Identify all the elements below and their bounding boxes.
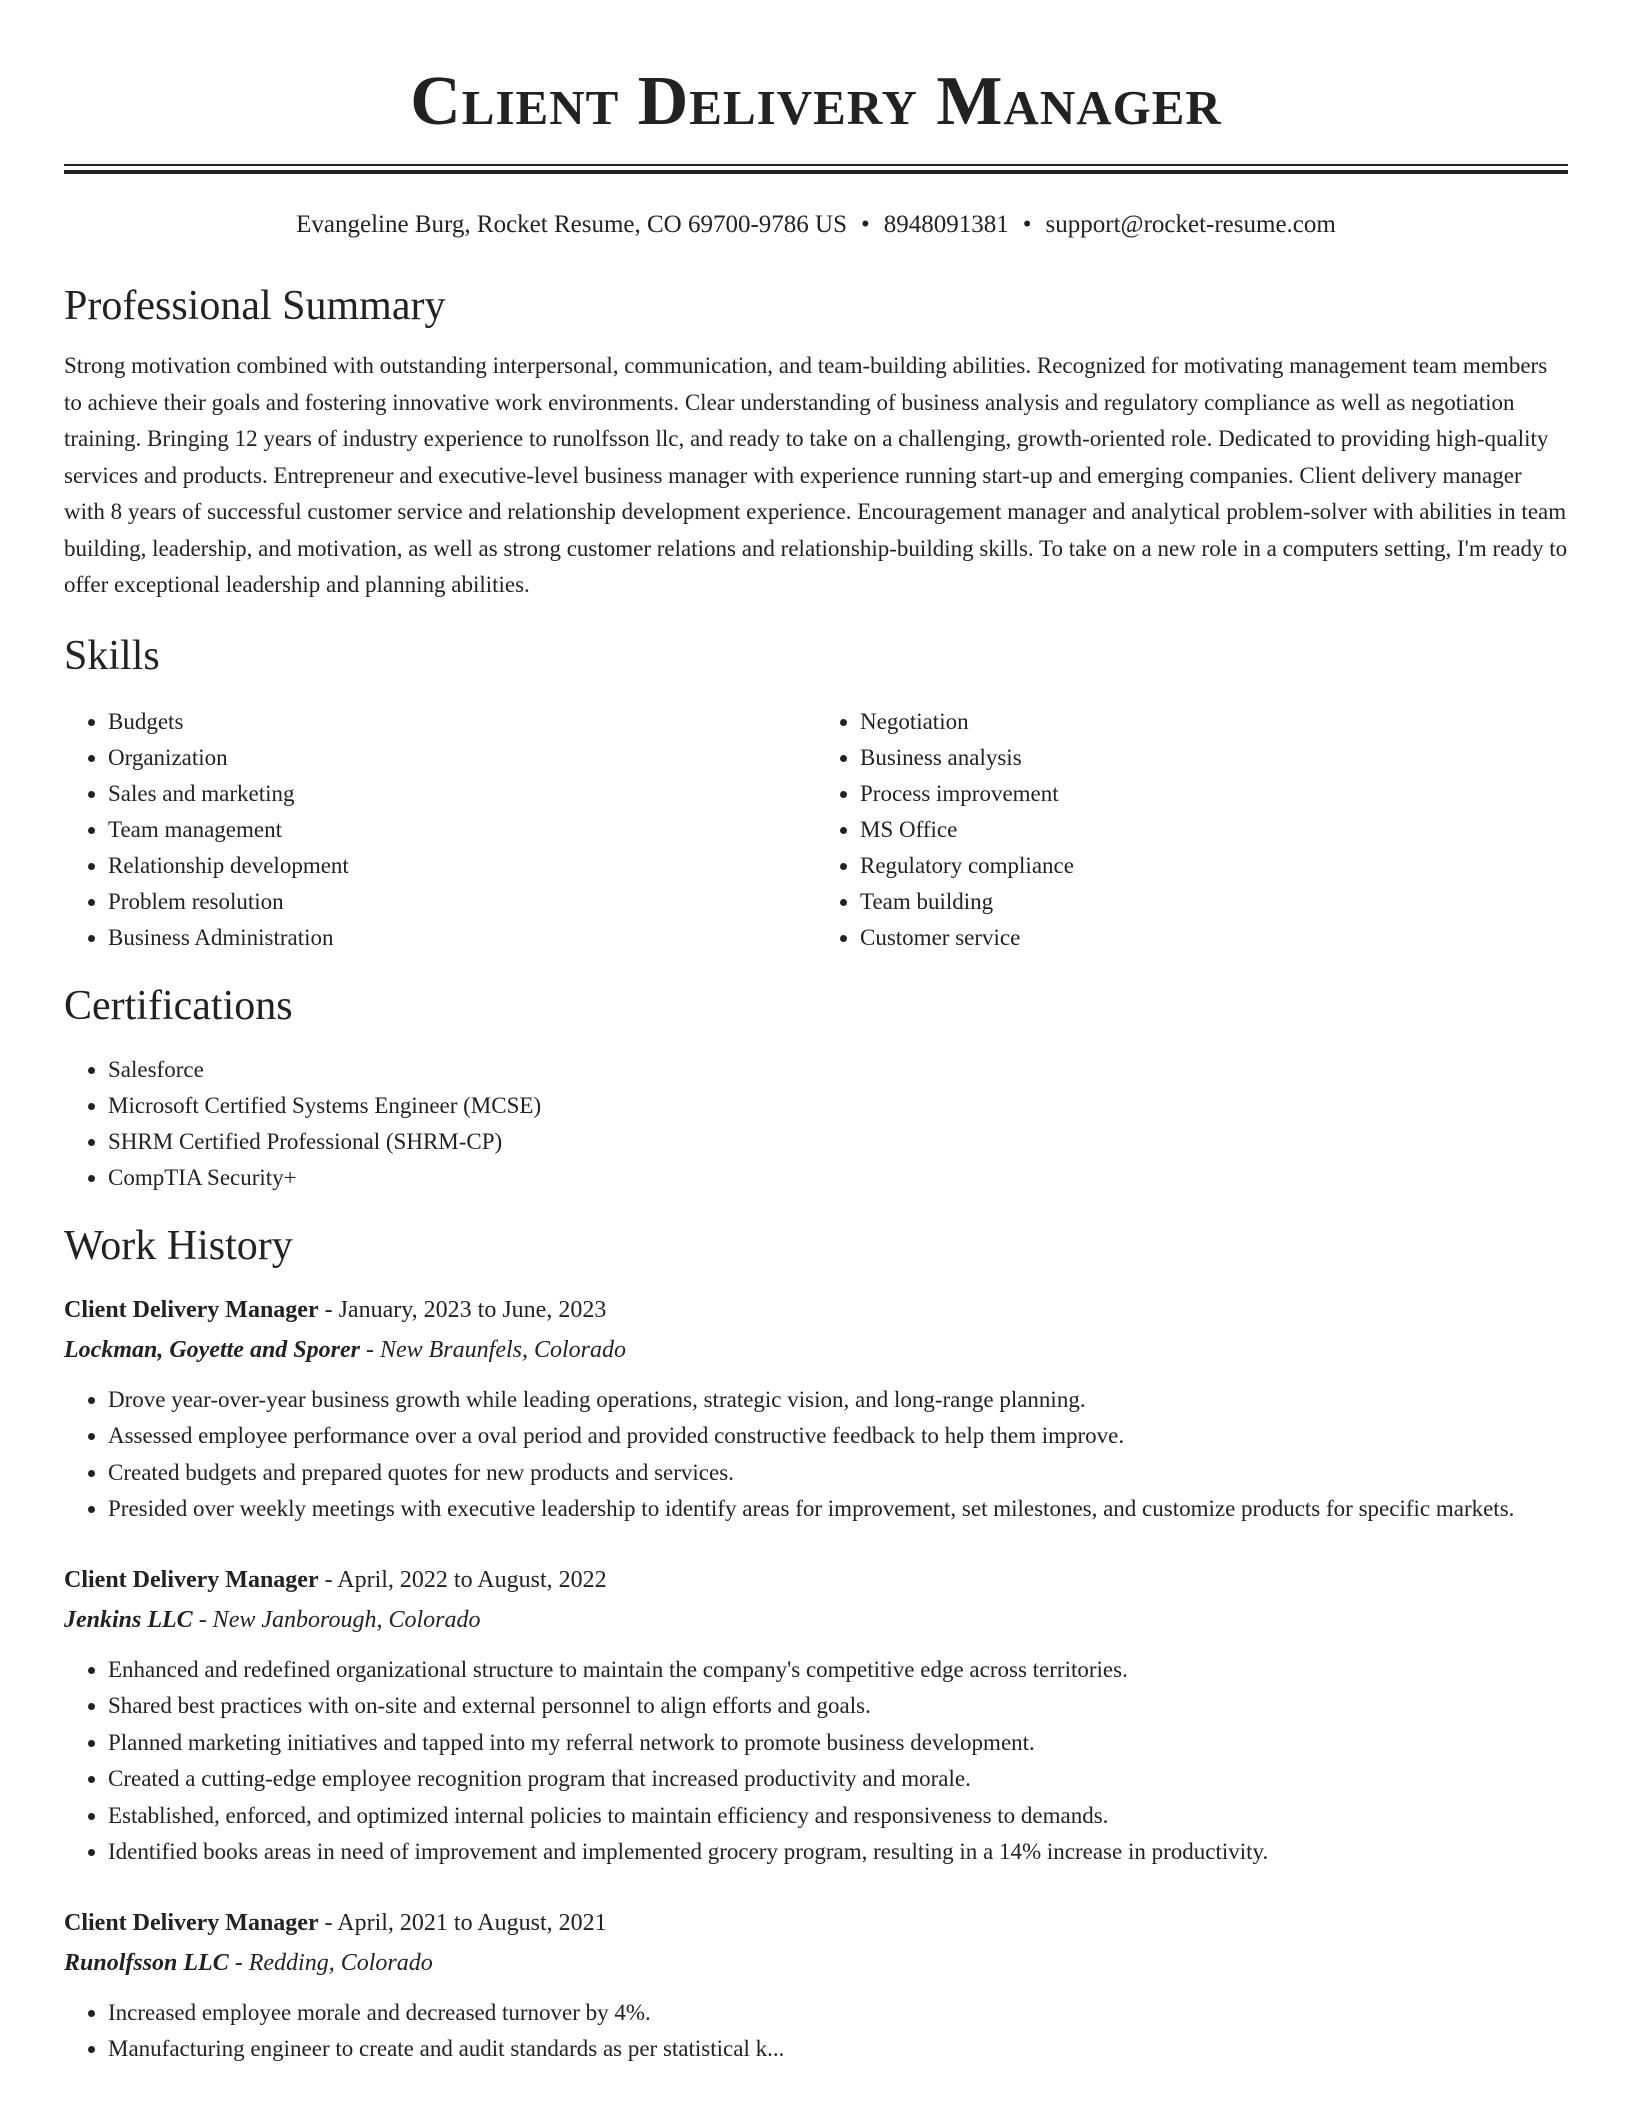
job-bullets	[64, 1995, 1568, 2068]
contact-line	[64, 208, 1568, 242]
job-bullet: • Created a cutting-edge employee recognition program that increased productivity and morale.	[108, 1761, 1568, 1798]
job-title: Client Delivery Manager	[64, 1296, 319, 1323]
job-bullet: • Manufacturing engineer to create and audit standards as per statistical k...	[108, 2031, 1568, 2068]
job-dates: - April, 2021 to August, 2021	[318, 1909, 607, 1936]
skills-list-left	[64, 704, 816, 956]
skill-item: • Customer service	[860, 920, 1568, 956]
job-title: Client Delivery Manager	[64, 1566, 319, 1593]
job-location: - New Janborough, Colorado	[192, 1606, 481, 1633]
job-company-line	[64, 1943, 1568, 1983]
skill-item: • MS Office	[860, 812, 1568, 848]
page-title: Client Delivery Manager	[410, 63, 1222, 140]
skill-item: • Process improvement	[860, 776, 1568, 812]
summary-text: Strong motivation combined with outstanding interpersonal, communication, and team-building abilities. Recognized for motivating management team members to achieve their goals and fostering innovative work environments. Clear understanding of business analysis and regulatory compliance as well as negotiation training. Bringing 12 years of industry experience to runolfsson llc, and ready to take on a challenging, growth-oriented role. Dedicated to providing high-quality services and products. Entrepreneur and executive-level business manager with experience running start-up and emerging companies. Client delivery manager with 8 years of successful customer service and relationship development experience. Encouragement manager and analytical problem-solver with abilities in team building, leadership, and motivation, as well as strong customer relations and relationship-building skills. To take on a new role in a computers setting, I'm ready to offer exceptional leadership and planning abilities.	[64, 353, 1568, 597]
skill-item: • Regulatory compliance	[860, 848, 1568, 884]
job-entry	[64, 1290, 1568, 1528]
job-dates: - January, 2023 to June, 2023	[318, 1296, 607, 1323]
skill-item: • Organization	[108, 740, 816, 776]
job-bullet: • Assessed employee performance over a oval period and provided constructive feedback to help them improve.	[108, 1418, 1568, 1455]
job-location: - New Braunfels, Colorado	[359, 1336, 626, 1363]
skill-item: • Team building	[860, 884, 1568, 920]
job-title: Client Delivery Manager	[64, 1909, 319, 1936]
certification-item: • Microsoft Certified Systems Engineer (MCSE)	[108, 1088, 1568, 1124]
job-bullet: • Presided over weekly meetings with executive leadership to identify areas for improvement, set milestones, and customize products for specific markets.	[108, 1491, 1568, 1528]
skills-list-right	[816, 704, 1568, 956]
summary-heading: Professional Summary	[64, 283, 446, 329]
skill-item: • Negotiation	[860, 704, 1568, 740]
job-title-line	[64, 1290, 1568, 1330]
job-title-line	[64, 1903, 1568, 1943]
job-bullet: • Increased employee morale and decreased turnover by 4%.	[108, 1995, 1568, 2032]
skill-item: • Sales and marketing	[108, 776, 816, 812]
job-bullet: • Established, enforced, and optimized internal policies to maintain efficiency and responsiveness to demands.	[108, 1798, 1568, 1835]
job-entry	[64, 1903, 1568, 2068]
contact-separator: •	[861, 211, 870, 238]
job-bullet: • Drove year-over-year business growth while leading operations, strategic vision, and long-range planning.	[108, 1382, 1568, 1419]
skill-item: • Relationship development	[108, 848, 816, 884]
skills-heading: Skills	[64, 632, 160, 679]
job-location: - Redding, Colorado	[228, 1949, 433, 1976]
job-dates: - April, 2022 to August, 2022	[318, 1566, 607, 1593]
skills-grid	[64, 704, 1568, 956]
job-bullets	[64, 1652, 1568, 1871]
job-company-line	[64, 1330, 1568, 1370]
skill-item: • Business analysis	[860, 740, 1568, 776]
job-bullet: • Created budgets and prepared quotes for new products and services.	[108, 1455, 1568, 1492]
certification-item: • Salesforce	[108, 1052, 1568, 1088]
job-bullet: • Enhanced and redefined organizational structure to maintain the company's competitive edge across territories.	[108, 1652, 1568, 1689]
job-bullet: • Identified books areas in need of improvement and implemented grocery program, resulting in a 14% increase in productivity.	[108, 1834, 1568, 1871]
job-bullet: • Shared best practices with on-site and external personnel to align efforts and goals.	[108, 1688, 1568, 1725]
contact-email: support@rocket-resume.com	[1045, 211, 1336, 238]
skill-item: • Team management	[108, 812, 816, 848]
title-divider	[64, 164, 1568, 174]
certification-item: • SHRM Certified Professional (SHRM-CP)	[108, 1124, 1568, 1160]
certification-item: • CompTIA Security+	[108, 1160, 1568, 1196]
certifications-heading: Certifications	[64, 982, 293, 1029]
job-company: Lockman, Goyette and Sporer	[64, 1336, 360, 1363]
job-bullet: • Planned marketing initiatives and tapped into my referral network to promote business development.	[108, 1725, 1568, 1762]
resume-page	[64, 0, 1568, 2068]
certifications-list	[64, 1052, 1568, 1196]
job-title-line	[64, 1560, 1568, 1600]
job-company: Jenkins LLC	[64, 1606, 193, 1633]
job-company-line	[64, 1600, 1568, 1640]
skill-item: • Problem resolution	[108, 884, 816, 920]
job-entry	[64, 1560, 1568, 1871]
job-bullets	[64, 1382, 1568, 1528]
skill-item: • Business Administration	[108, 920, 816, 956]
contact-phone: 8948091381	[883, 211, 1009, 238]
work-history-heading: Work History	[64, 1222, 293, 1269]
contact-address: Evangeline Burg, Rocket Resume, CO 69700-9786 US	[296, 211, 848, 238]
skill-item: • Budgets	[108, 704, 816, 740]
job-company: Runolfsson LLC	[64, 1949, 229, 1976]
contact-separator: •	[1022, 211, 1032, 238]
